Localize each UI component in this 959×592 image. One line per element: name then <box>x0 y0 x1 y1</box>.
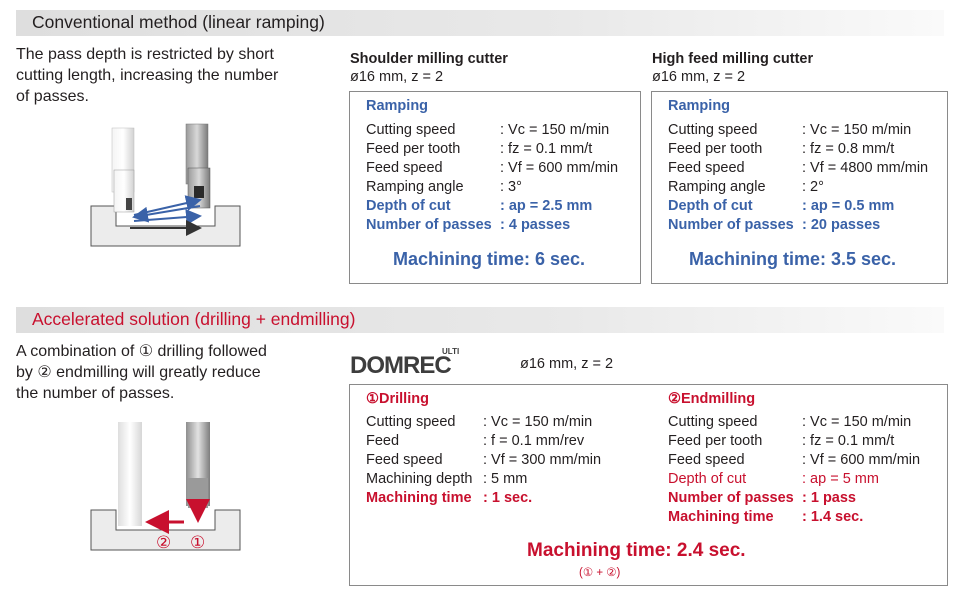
param-label: Feed <box>366 433 400 449</box>
param-label: Number of passes <box>668 217 794 233</box>
cutter-name: High feed milling cutter <box>652 51 814 67</box>
param-label: Machining time <box>668 509 774 525</box>
param-label: Cutting speed <box>668 414 758 430</box>
intro-line: of passes. <box>16 88 89 105</box>
param-value: : fz = 0.1 mm/t <box>802 433 895 449</box>
param-row <box>668 413 944 432</box>
param-row <box>668 197 944 216</box>
section-title: Accelerated solution (drilling + endmilling) <box>32 309 356 329</box>
step2-marker: ② <box>156 533 172 552</box>
param-label: Cutting speed <box>366 414 456 430</box>
drilling-param-table <box>366 413 646 508</box>
box-title: Ramping <box>366 98 429 114</box>
drilling-title: ①Drilling <box>366 391 429 407</box>
intro-line: cutting length, increasing the number <box>16 67 279 84</box>
param-label: Depth of cut <box>668 198 753 214</box>
step1-marker: ① <box>190 533 206 552</box>
param-row <box>668 216 944 235</box>
svg-text:ULTI: ULTI <box>442 347 460 356</box>
param-label: Number of passes <box>668 490 794 506</box>
param-value: : fz = 0.1 mm/t <box>500 141 593 157</box>
machining-time-formula: (① + ②) <box>579 567 621 579</box>
param-label: Depth of cut <box>668 471 747 487</box>
param-label: Feed per tooth <box>668 433 763 449</box>
param-row <box>366 432 646 451</box>
param-row <box>668 432 944 451</box>
param-row <box>366 140 636 159</box>
ramping-illustration <box>88 120 248 250</box>
param-value: : 1 sec. <box>483 490 533 506</box>
param-value: : fz = 0.8 mm/t <box>802 141 895 157</box>
param-value: : ap = 5 mm <box>802 471 879 487</box>
domrec-box <box>349 384 948 586</box>
param-row <box>668 489 944 508</box>
cutter-name: Shoulder milling cutter <box>350 51 508 67</box>
param-row <box>668 159 944 178</box>
param-table <box>668 121 944 235</box>
param-value: : ap = 0.5 mm <box>802 198 895 214</box>
param-label: Number of passes <box>366 217 492 233</box>
shoulder-ramping-box <box>349 91 641 284</box>
section-header-accelerated <box>16 307 944 333</box>
param-label: Depth of cut <box>366 198 451 214</box>
endmill-tool <box>118 422 142 526</box>
param-row <box>668 178 944 197</box>
cutter-spec: ø16 mm, z = 2 <box>350 69 444 85</box>
section-title: Conventional method (linear ramping) <box>32 12 325 32</box>
param-value: : Vc = 150 m/min <box>483 414 593 430</box>
param-table <box>366 121 636 235</box>
param-row <box>668 121 944 140</box>
box-title: Ramping <box>668 98 731 114</box>
drilling-endmilling-illustration <box>88 418 248 556</box>
param-value: : Vf = 4800 mm/min <box>802 160 929 176</box>
param-row <box>668 508 944 527</box>
param-label: Feed per tooth <box>366 141 461 157</box>
param-value: : 1 pass <box>802 490 856 506</box>
param-value: : 20 passes <box>802 217 881 233</box>
machining-time: Machining time: 2.4 sec. <box>527 540 746 561</box>
param-row <box>366 470 646 489</box>
param-value: : 1.4 sec. <box>802 509 864 525</box>
param-value: : f = 0.1 mm/rev <box>483 433 585 449</box>
param-label: Feed speed <box>668 160 745 176</box>
param-value: : Vc = 150 m/min <box>500 122 610 138</box>
param-value: : Vf = 600 mm/min <box>802 452 921 468</box>
intro-line: the number of passes. <box>16 385 175 402</box>
param-row <box>366 159 636 178</box>
domrec-spec: ø16 mm, z = 2 <box>520 356 614 372</box>
param-value: : Vc = 150 m/min <box>802 414 912 430</box>
param-value: : 5 mm <box>483 471 528 487</box>
param-label: Feed speed <box>366 160 443 176</box>
param-row <box>366 197 636 216</box>
cutter-spec: ø16 mm, z = 2 <box>652 69 746 85</box>
conventional-intro <box>16 44 326 107</box>
endmilling-title: ②Endmilling <box>668 391 756 407</box>
svg-text:DOMREC: DOMREC <box>350 352 451 378</box>
intro-line: A combination of ① drilling followed <box>16 343 267 360</box>
param-row <box>366 216 636 235</box>
param-row <box>366 121 636 140</box>
param-label: Cutting speed <box>668 122 758 138</box>
endmilling-param-table <box>668 413 944 527</box>
param-value: : 3° <box>500 179 522 195</box>
param-label: Machining depth <box>366 471 473 487</box>
machining-time: Machining time: 3.5 sec. <box>689 249 897 269</box>
domrec-ulti-logo <box>350 344 515 378</box>
shoulder-cutter-header <box>350 50 508 86</box>
intro-line: The pass depth is restricted by short <box>16 46 274 63</box>
param-row <box>366 489 646 508</box>
param-label: Ramping angle <box>366 179 464 195</box>
param-label: Feed speed <box>668 452 745 468</box>
param-label: Feed per tooth <box>668 141 763 157</box>
section-header-conventional <box>16 10 944 36</box>
param-label: Machining time <box>366 490 472 506</box>
accelerated-intro <box>16 341 326 404</box>
machining-time: Machining time: 6 sec. <box>393 249 586 269</box>
param-value: : ap = 2.5 mm <box>500 198 593 214</box>
highfeed-cutter-header <box>652 50 813 86</box>
param-value: : Vf = 300 mm/min <box>483 452 602 468</box>
param-label: Cutting speed <box>366 122 456 138</box>
param-value: : Vf = 600 mm/min <box>500 160 619 176</box>
param-value: : Vc = 150 m/min <box>802 122 912 138</box>
param-label: Feed speed <box>366 452 443 468</box>
param-row <box>366 413 646 432</box>
highfeed-ramping-box <box>651 91 948 284</box>
param-row <box>366 178 636 197</box>
param-value: : 2° <box>802 179 824 195</box>
param-value: : 4 passes <box>500 217 571 233</box>
intro-line: by ② endmilling will greatly reduce <box>16 364 261 381</box>
param-row <box>668 451 944 470</box>
param-row <box>366 451 646 470</box>
param-row <box>668 470 944 489</box>
param-label: Ramping angle <box>668 179 766 195</box>
param-row <box>668 140 944 159</box>
